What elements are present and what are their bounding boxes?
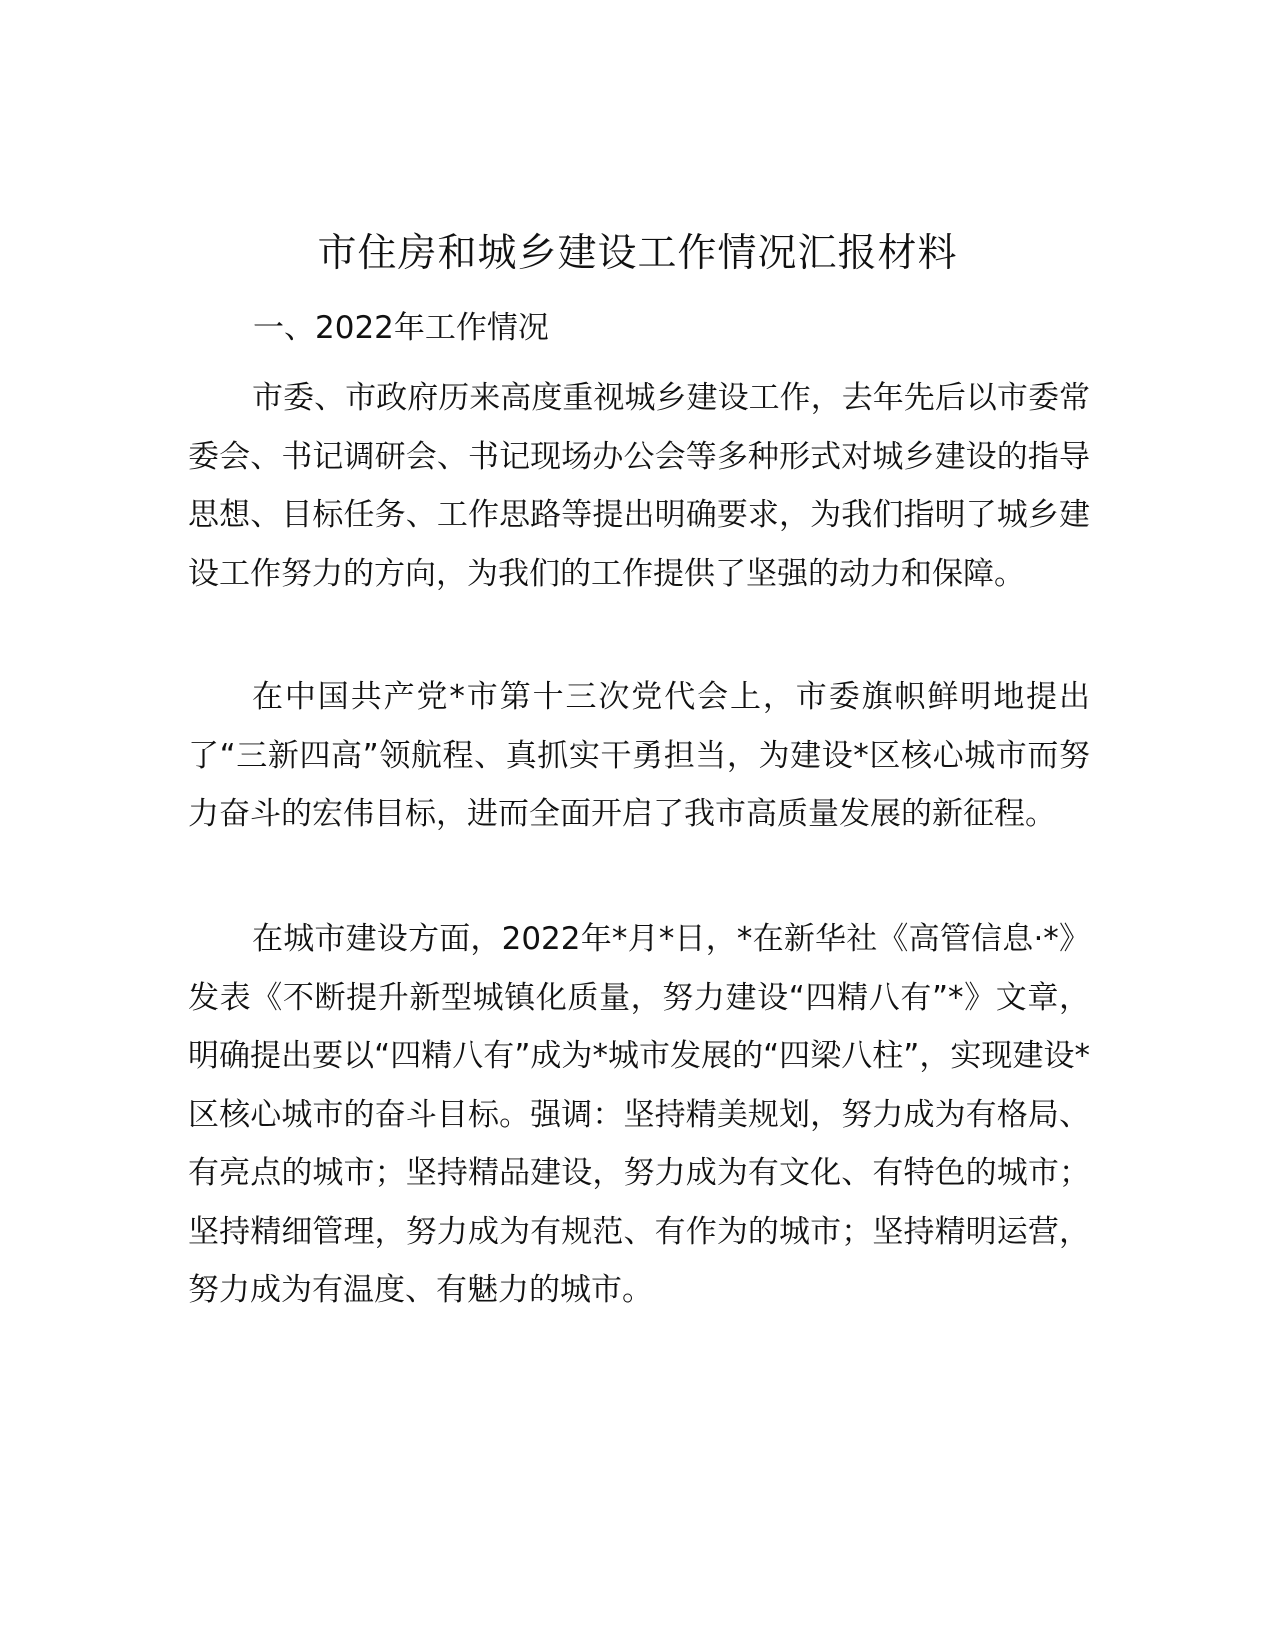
document-title: 市住房和城乡建设工作情况汇报材料 (317, 231, 958, 276)
paragraph-1: 市委、市政府历来高度重视城乡建设工作，去年先后以市委常委会、书记调研会、书记现场办公会等多种形式对城乡建设的指导思想、目标任务、工作思路等提出明确要求，为我们指明了城乡建设工作努力的方向，为我们的工作提供了坚强的动力和保障。 (188, 380, 1090, 592)
section-heading: 一、2022年工作情况 (253, 310, 549, 346)
paragraph-2: 在中国共产党*市第十三次党代会上，市委旗帜鲜明地提出了“三新四高”领航程、真抓实干勇担当，为建设*区核心城市而努力奋斗的宏伟目标，进而全面开启了我市高质量发展的新征程。 (188, 679, 1090, 832)
paragraph-3: 在城市建设方面，2022年*月*日，*在新华社《高管信息·*》发表《不断提升新型城镇化质量，努力建设“四精八有”*》文章，明确提出要以“四精八有”成为*城市发展的“四梁八柱”，实现建设*区核心城市的奋斗目标。强调：坚持精美规划，努力成为有格局、有亮点的城市；坚持精品建设，努力成为有文化、有特色的城市；坚持精细管理，努力成为有规范、有作为的城市；坚持精明运营，努力成为有温度、有魅力的城市。 (188, 921, 1090, 1308)
